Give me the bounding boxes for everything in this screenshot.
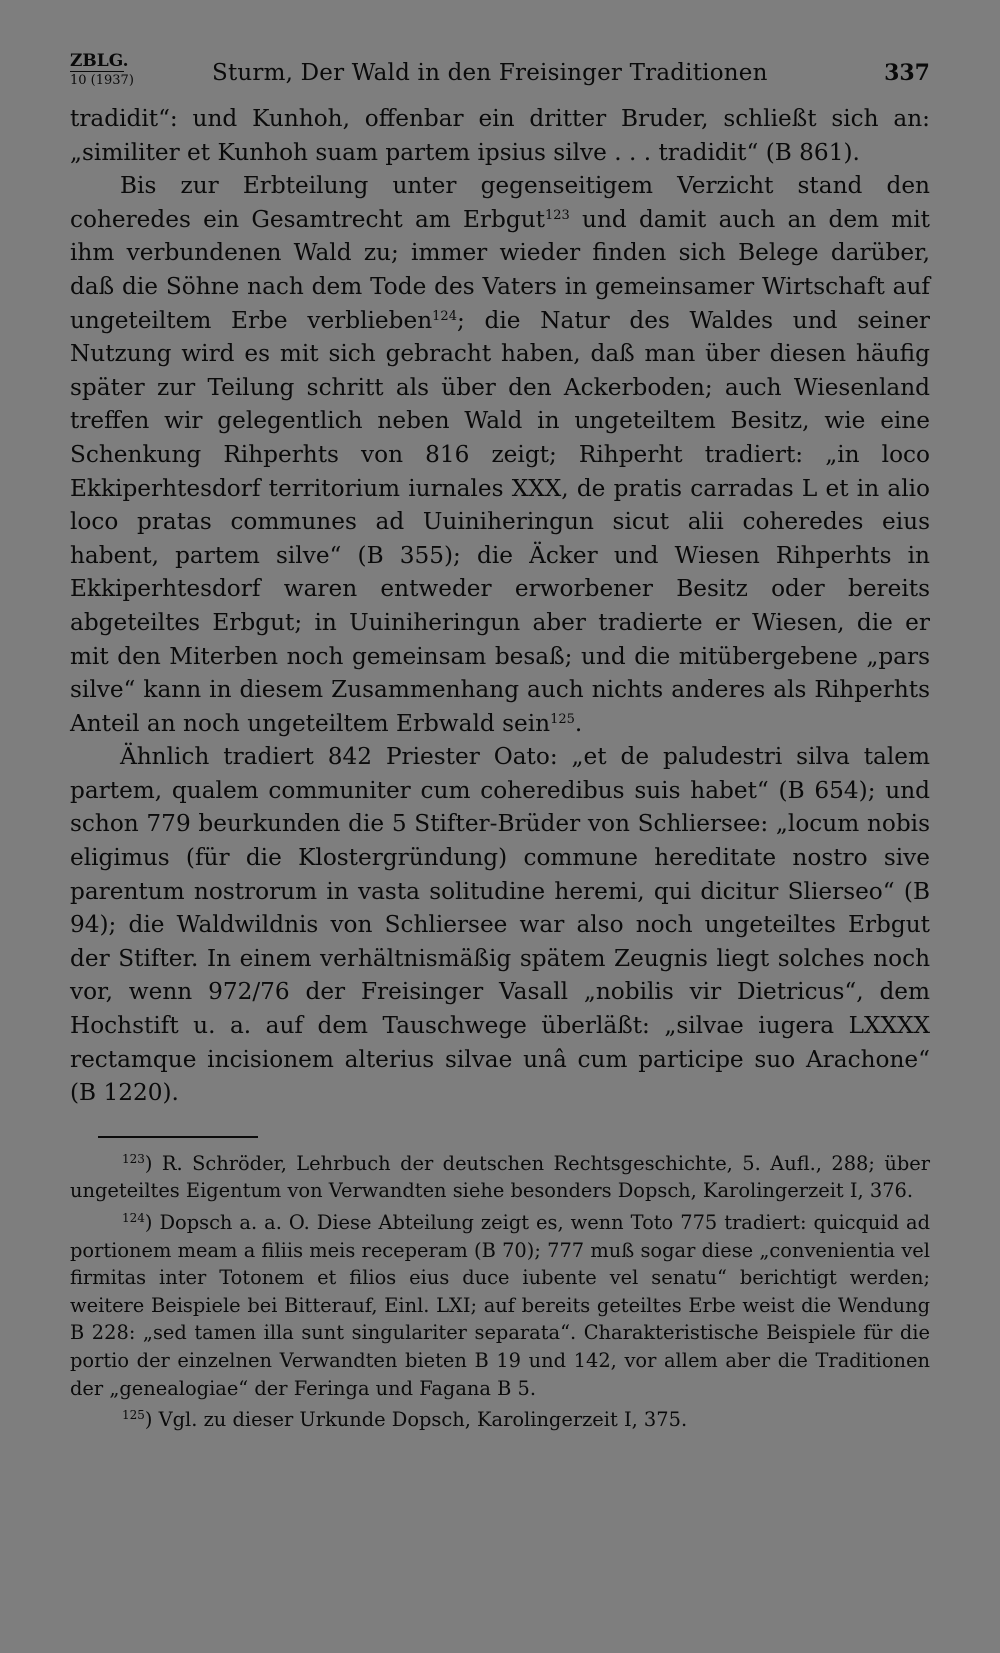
footnotes: [70, 1150, 930, 1434]
journal-reference: [70, 52, 150, 89]
paragraph-text: tradidit“: und Kunhoh, offenbar ein dritter Bruder, schließt sich an: „similiter et Kunhoh suam partem ipsius silve . . . tradidit“ (B 861).: [70, 105, 930, 166]
footnote: [70, 1209, 930, 1402]
footnote-reference: 124: [432, 308, 457, 324]
body-paragraph: [70, 169, 930, 740]
footnote-text: R. Schröder, Lehrbuch der deutschen Rechtsgeschichte, 5. Aufl., 288; über ungeteiltes Eigentum von Verwandten siehe besonders Dopsch, Karolingerzeit I, 376.: [70, 1151, 930, 1203]
body-paragraph: [70, 102, 930, 169]
footnote: [70, 1406, 930, 1434]
paragraph-text: Bis zur Erbteilung unter gegenseitigem Verzicht stand den coheredes ein Gesamtrecht am Erbgut: [70, 172, 930, 233]
footnote-marker: $^{124}$): [122, 1211, 160, 1234]
body-paragraph: [70, 740, 930, 1110]
footnote-number: 125: [122, 1408, 145, 1423]
page: [70, 52, 930, 1438]
footnote-number: 124: [122, 1211, 145, 1225]
journal-volume: 10 (1937): [70, 73, 134, 88]
footnote-marker: $^{125}$): [122, 1408, 159, 1432]
running-title: Sturm, Der Wald in den Freisinger Traditionen: [212, 60, 768, 86]
footnote-text: Vgl. zu dieser Urkunde Dopsch, Karolingerzeit I, 375.: [158, 1408, 688, 1432]
footnote-reference: 125: [550, 711, 575, 727]
footnote-divider: [98, 1136, 258, 1138]
paragraph-text: Ähnlich tradiert 842 Priester Oato: „et de paludestri silva talem partem, qualem communiter cum coheredibus suis habet“ (B 654); und schon 779 beurkunden die 5 Stifter-Brüder von Schliersee: „locum nobis eligimus (für die Klostergründung) commune hereditate nostro sive parentum nostrorum in vasta solitudine heremi, qui dicitur Slierseo“ (B 94); die Waldwildnis von Schliersee war also noch ungeteiltes Erbgut der Stifter. In einem verhältnismäßig spätem Zeugnis liegt solches noch vor, wenn 972/76 der Freisinger Vasall „nobilis vir Dietricus“, dem Hochstift u. a. auf dem Tauschwege überläßt: „silvae iugera LXXXX rectamque incisionem alterius silvae unâ cum participe suo Arachone“ (B 1220).: [70, 743, 930, 1107]
footnote-text: Dopsch a. a. O. Diese Abteilung zeigt es, wenn Toto 775 tradiert: quicquid ad portionem meam a filiis meis receperam (B 70); 777 muß sogar diese „convenientia vel firmitas inter Totonem et filios eius duce iubente vel senatu“ berichtigt werden; weitere Beispiele bei Bitterauf, Einl. LXI; auf bereits geteiltes Erbe weist die Wendung B 228: „sed tamen illa sunt singulariter separata“. Charakteristische Beispiele für die portio der einzelnen Verwandten bieten B 19 und 142, vor allem aber die Traditionen der „genealogiae“ der Feringa und Fagana B 5.: [70, 1211, 930, 1400]
footnote-number: 123: [122, 1151, 145, 1166]
footnote-reference: 123: [544, 207, 570, 223]
footnote-marker: $^{123}$): [122, 1151, 162, 1175]
paragraph-text: und damit auch an dem mit ihm verbundenen Wald zu; immer wieder finden sich Belege darüber, daß die Söhne nach dem Tode des Vaters in gemeinsamer Wirtschaft auf ungeteiltem Erbe verblieben: [70, 205, 930, 334]
body-text: [70, 102, 930, 1110]
page-number: 337: [884, 60, 930, 86]
page-header: [70, 52, 930, 102]
paragraph-text: ; die Natur des Waldes und seiner Nutzung wird es mit sich gebracht haben, daß man über diesen häufig später zur Teilung schritt als über den Ackerboden; auch Wiesenland treffen wir gelegentlich neben Wald in ungeteiltem Besitz, wie eine Schenkung Rihperhts von 816 zeigt; Rihperht tradiert: „in loco Ekkiperhtesdorf territorium iurnales XXX, de pratis carradas L et in alio loco pratas communes ad Uuiniheringun sicut alii coheredes eius habent, partem silve“ (B 355); die Äcker und Wiesen Rihperhts in Ekkiperhtesdorf waren entweder erworbener Besitz oder bereits abgeteiltes Erbgut; in Uuiniheringun aber tradierte er Wiesen, die er mit den Miterben noch gemeinsam besaß; und die mitübergebene „pars silve“ kann in diesem Zusammenhang auch nichts anderes als Rihperhts Anteil an noch ungeteiltem Erbwald sein: [70, 306, 931, 737]
journal-abbreviation: ZBLG.: [70, 51, 129, 71]
footnote: [70, 1150, 930, 1205]
paragraph-text: .: [574, 709, 583, 737]
